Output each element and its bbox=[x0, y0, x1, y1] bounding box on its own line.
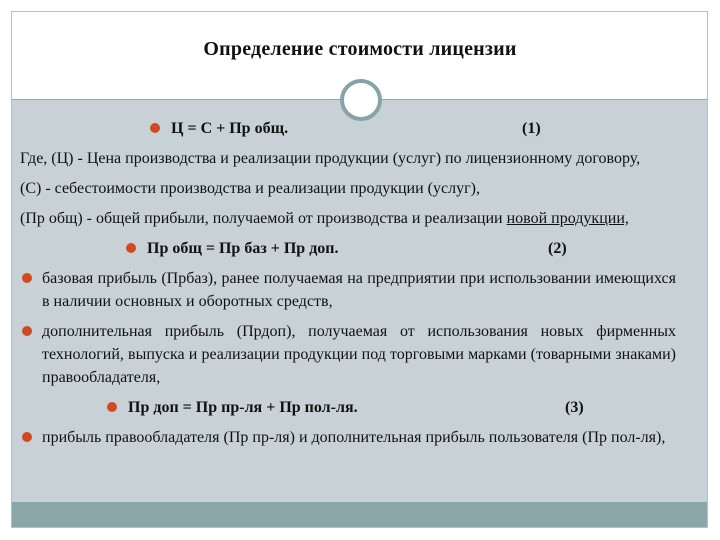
bullet-dot-icon bbox=[150, 123, 160, 133]
formula-3-text: Пр доп = Пр пр-ля + Пр пол-ля. bbox=[128, 399, 358, 416]
bullet-dot-icon bbox=[107, 402, 117, 412]
bullet-text: дополнительная прибыль (Прдоп), получаемая от использования новых фирменных технологий, выпуска и реализации продукции под торговыми марками (товарными знаками) правообладателя, bbox=[42, 323, 676, 386]
definition-price: Где, (Ц) - Цена производства и реализации продукции (услуг) по лицензионному договору, bbox=[20, 150, 641, 167]
formula-2 bbox=[20, 237, 676, 260]
list-item bbox=[20, 320, 676, 389]
slide-title: Определение стоимости лицензии bbox=[203, 38, 517, 60]
definition-profit bbox=[20, 207, 676, 230]
definition-profit-underlined: новой продукции, bbox=[506, 210, 629, 227]
definition-cost: (С) - себестоимости производства и реализации продукции (услуг), bbox=[20, 180, 480, 197]
bullet-text: базовая прибыль (Прбаз), ранее получаемая на предприятии при использовании имеющихся в наличии основных и оборотных средств, bbox=[42, 270, 676, 310]
formula-1 bbox=[20, 117, 676, 140]
bullet-dot-icon bbox=[126, 243, 136, 253]
definition-profit-text: (Пр общ) - общей прибыли, получаемой от производства и реализации bbox=[20, 210, 507, 227]
slide-content bbox=[20, 117, 676, 456]
formula-3 bbox=[20, 396, 676, 419]
formula-2-number: (2) bbox=[548, 240, 567, 257]
formula-1-text: Ц = С + Пр общ. bbox=[171, 120, 289, 137]
formula-1-number: (1) bbox=[522, 120, 541, 137]
formula-3-number: (3) bbox=[565, 399, 584, 416]
bullet-dot-icon bbox=[22, 326, 32, 336]
list-item bbox=[20, 426, 676, 449]
bullet-text: прибыль правообладателя (Пр пр-ля) и дополнительная прибыль пользователя (Пр пол-ля), bbox=[42, 429, 666, 446]
bullet-dot-icon bbox=[22, 432, 32, 442]
formula-2-text: Пр общ = Пр баз + Пр доп. bbox=[147, 240, 339, 257]
bullet-dot-icon bbox=[22, 273, 32, 283]
list-item bbox=[20, 267, 676, 313]
